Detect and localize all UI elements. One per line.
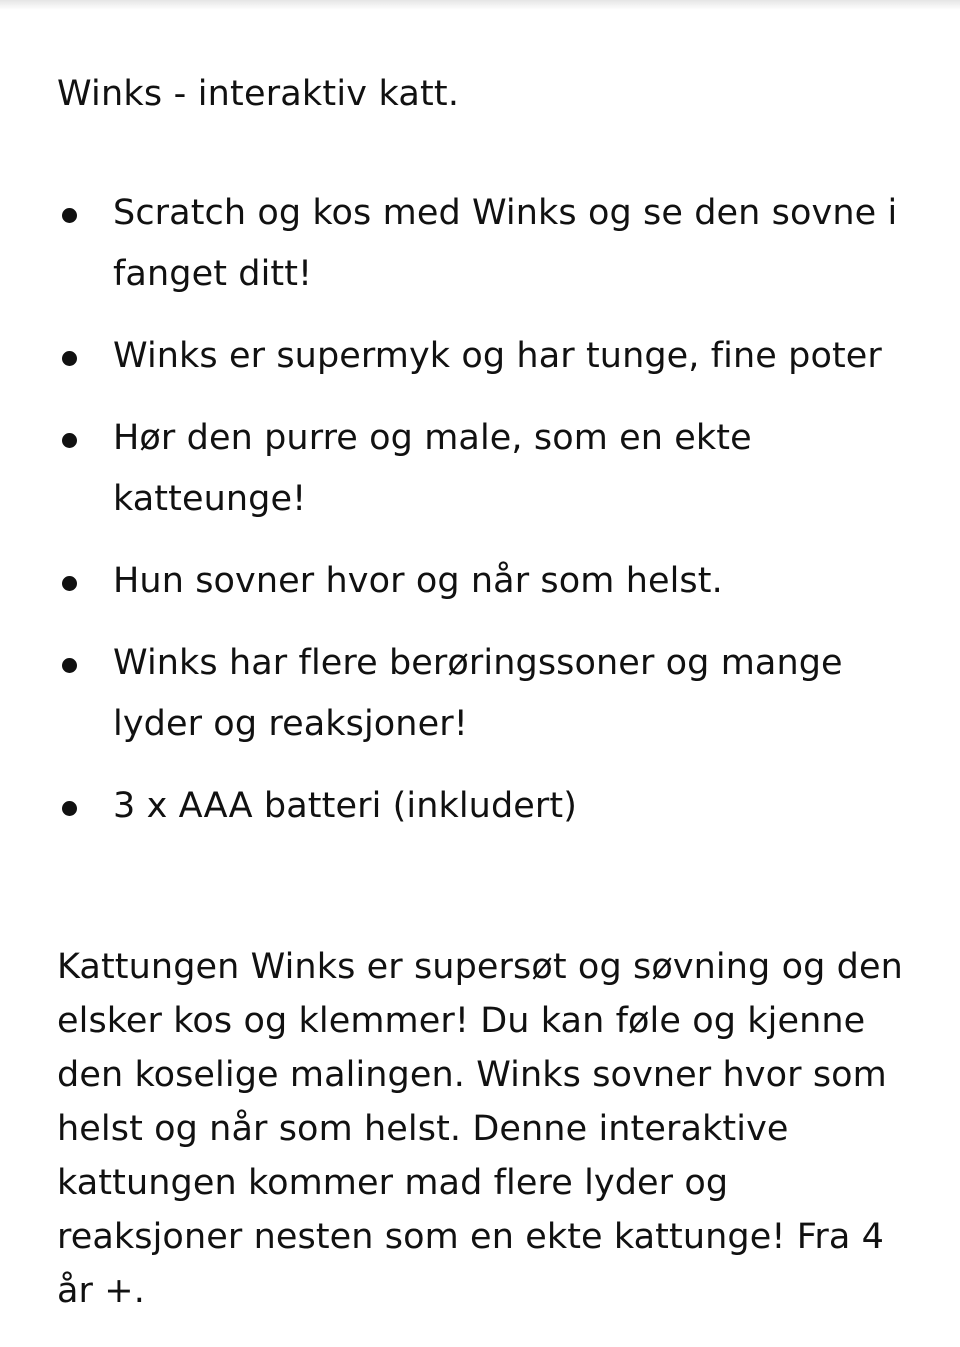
feature-text: Winks er supermyk og har tunge, fine poter bbox=[113, 336, 882, 376]
bullet-icon bbox=[62, 433, 77, 448]
feature-text: 3 x AAA batteri (inkludert) bbox=[113, 786, 577, 826]
bullet-icon bbox=[62, 576, 77, 591]
feature-text: Scratch og kos med Winks og se den sovne i fanget ditt! bbox=[113, 193, 898, 294]
feature-list bbox=[57, 183, 917, 837]
feature-text: Hør den purre og male, som en ekte katteunge! bbox=[113, 418, 752, 519]
bullet-icon bbox=[62, 208, 77, 223]
feature-text: Winks har flere berøringssoner og mange lyder og reaksjoner! bbox=[113, 643, 843, 744]
bullet-icon bbox=[62, 801, 77, 816]
feature-item bbox=[57, 551, 917, 612]
feature-item bbox=[57, 633, 917, 755]
bullet-icon bbox=[62, 351, 77, 366]
product-title: Winks - interaktiv katt. bbox=[57, 74, 460, 114]
top-edge-shadow bbox=[0, 0, 960, 10]
feature-item bbox=[57, 326, 917, 387]
feature-text: Hun sovner hvor og når som helst. bbox=[113, 561, 723, 601]
feature-item bbox=[57, 183, 917, 305]
bullet-icon bbox=[62, 658, 77, 673]
product-description-paragraph: Kattungen Winks er supersøt og søvning og den elsker kos og klemmer! Du kan føle og kjenne den koselige malingen. Winks sovner hvor som helst og når som helst. Denne interaktive kattungen kommer mad flere lyder og reaksjoner nesten som en ekte kattunge! Fra 4 år +. bbox=[57, 947, 903, 1311]
feature-item bbox=[57, 408, 917, 530]
feature-item bbox=[57, 776, 917, 837]
